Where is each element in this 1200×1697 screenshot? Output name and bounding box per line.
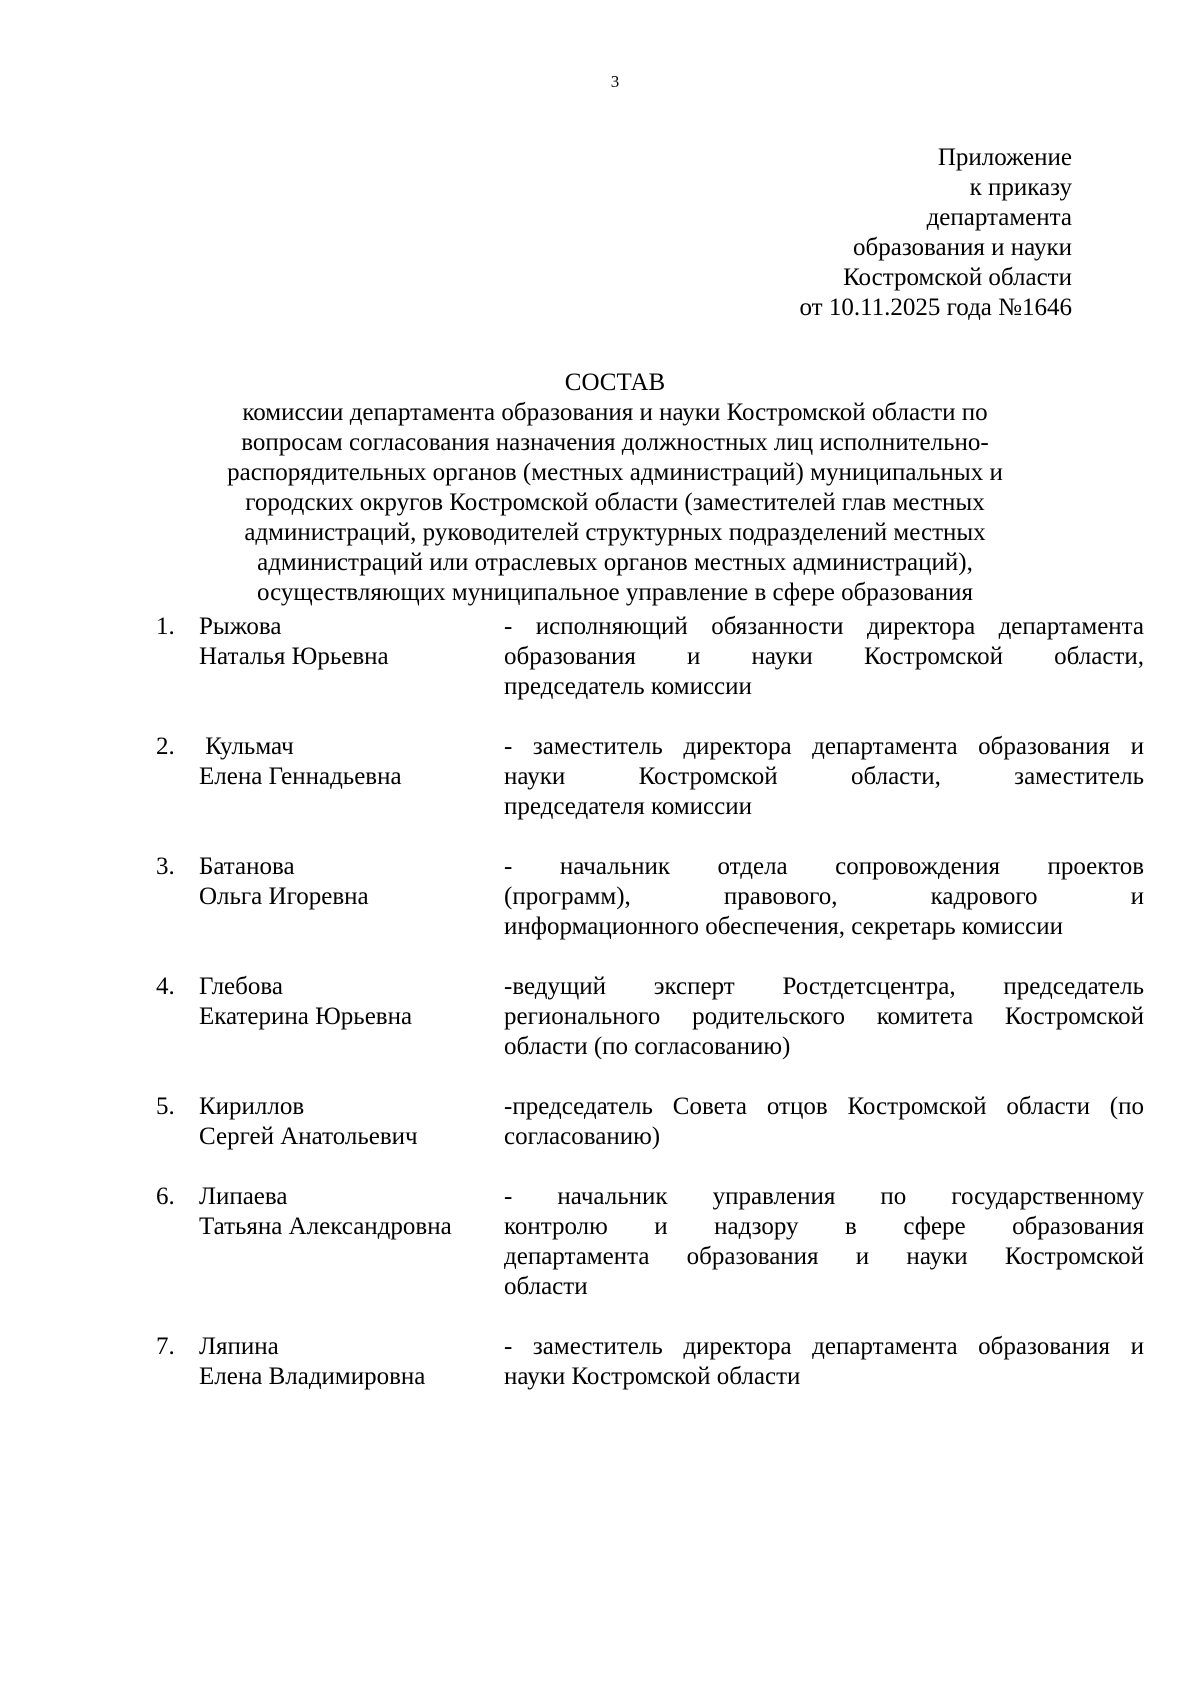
member-role: [504, 1092, 1144, 1152]
member-role: [504, 852, 1144, 942]
member-name: [199, 612, 499, 672]
member-role: [504, 972, 1144, 1062]
member-name: [199, 1182, 499, 1242]
subtitle-line: осуществляющих муниципальное управление в сфере образования: [257, 579, 973, 606]
role-line: контролю и надзору в сфере образования: [504, 1213, 1144, 1240]
appendix-line: Приложение: [937, 144, 1072, 171]
page-number: 3: [610, 72, 620, 91]
role-line: - начальник отдела сопровождения проектов: [504, 853, 1144, 880]
member-given-name: Екатерина Юрьевна: [199, 1003, 413, 1030]
document-title: СОСТАВ: [564, 369, 666, 396]
role-line: - заместитель директора департамента образования и: [504, 733, 1144, 760]
member-name: [199, 732, 499, 792]
member-given-name: Ольга Игоревна: [199, 883, 369, 910]
member-role: [504, 1182, 1144, 1302]
member-surname: Батанова: [199, 853, 295, 880]
subtitle-line: городских округов Костромской области (заместителей глав местных: [245, 489, 985, 516]
role-line: департамента образования и науки Костромской: [504, 1243, 1144, 1270]
member-number: 4.: [156, 973, 175, 1000]
member-name: [199, 972, 499, 1032]
subtitle-line: вопросам согласования назначения должностных лиц исполнительно-: [241, 429, 989, 456]
subtitle-line: распорядительных органов (местных администраций) муниципальных и: [227, 459, 1003, 486]
subtitle-line: комиссии департамента образования и науки Костромской области по: [242, 399, 988, 426]
subtitle-line: администраций, руководителей структурных подразделений местных: [244, 519, 986, 546]
member-surname: Рыжова: [199, 613, 282, 640]
role-line: - исполняющий обязанности директора департамента: [504, 613, 1144, 640]
role-line: науки Костромской области, заместитель: [504, 763, 1144, 790]
member-number: 5.: [156, 1093, 175, 1120]
role-line: -председатель Совета отцов Костромской области (по: [504, 1093, 1144, 1120]
member-name: [199, 1332, 499, 1392]
appendix-line: от 10.11.2025 года №1646: [799, 294, 1072, 321]
document-subtitle: [160, 398, 1070, 608]
role-line: - заместитель директора департамента образования и: [504, 1333, 1144, 1360]
member-given-name: Татьяна Александровна: [199, 1213, 452, 1240]
member-role: [504, 732, 1144, 822]
member-given-name: Наталья Юрьевна: [199, 643, 389, 670]
member-name: [199, 1092, 499, 1152]
appendix-block: [800, 143, 1073, 323]
member-surname: Глебова: [199, 973, 283, 1000]
role-line: председатель комиссии: [504, 673, 752, 700]
role-line: (программ), правового, кадрового и: [504, 883, 1144, 910]
role-line: согласованию): [504, 1123, 661, 1150]
role-line: образования и науки Костромской области,: [504, 643, 1144, 670]
role-line: области (по согласованию): [504, 1033, 791, 1060]
member-number: 7.: [156, 1333, 175, 1360]
role-line: - начальник управления по государственному: [504, 1183, 1144, 1210]
role-line: области: [504, 1273, 588, 1300]
appendix-line: департамента: [926, 204, 1072, 231]
member-number: 3.: [156, 853, 175, 880]
member-role: [504, 612, 1144, 702]
member-name: [199, 852, 499, 912]
member-given-name: Сергей Анатольевич: [199, 1123, 418, 1150]
member-role: [504, 1332, 1144, 1392]
role-line: регионального родительского комитета Костромской: [504, 1003, 1144, 1030]
subtitle-line: администраций или отраслевых органов местных администраций),: [257, 549, 973, 576]
member-surname: Кульмач: [199, 733, 294, 760]
appendix-line: Костромской области: [843, 264, 1072, 291]
member-number: 6.: [156, 1183, 175, 1210]
member-surname: Кириллов: [199, 1093, 305, 1120]
member-given-name: Елена Геннадьевна: [199, 763, 402, 790]
role-line: -ведущий эксперт Ростдетсцентра, председатель: [504, 973, 1144, 1000]
role-line: информационного обеспечения, секретарь комиссии: [504, 913, 1063, 940]
member-number: 2.: [156, 733, 175, 760]
member-number: 1.: [156, 613, 175, 640]
member-surname: Ляпина: [199, 1333, 279, 1360]
role-line: председателя комиссии: [504, 793, 752, 820]
appendix-line: к приказу: [969, 174, 1072, 201]
appendix-line: образования и науки: [853, 234, 1072, 261]
role-line: науки Костромской области: [504, 1363, 801, 1390]
member-given-name: Елена Владимировна: [199, 1363, 426, 1390]
member-surname: Липаева: [199, 1183, 288, 1210]
